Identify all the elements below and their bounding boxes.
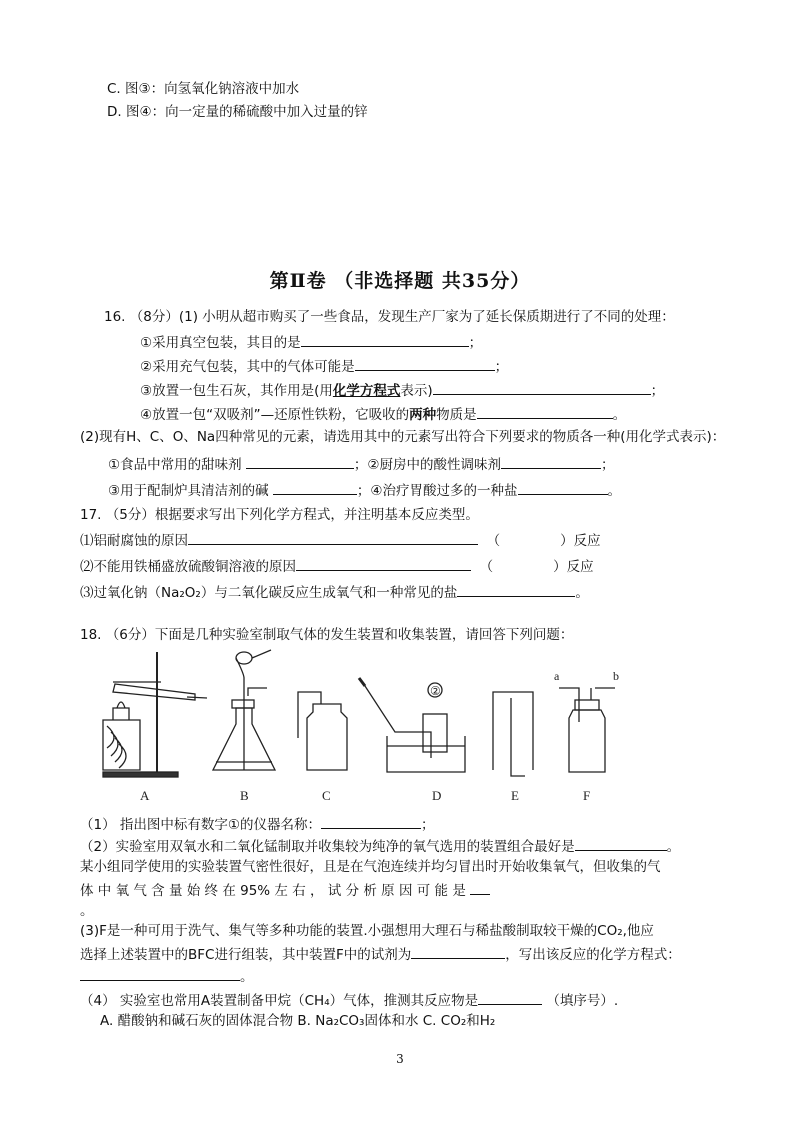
q16-line3: ③放置一包生石灰，其作用是(用化学方程式表示) ； (140, 380, 664, 400)
q17-item3: ⑶过氧化钠（Na₂O₂）与二氧化碳反应生成氧气和一种常见的盐 。 (80, 582, 589, 602)
q18-part3a: (3)F是一种可用于洗气、集气等多种功能的装置.小强想用大理石与稀盐酸制取较干燥的CO₂,他应 (80, 923, 654, 939)
port-a: a (554, 669, 560, 683)
apparatus-a (103, 652, 207, 777)
q18-part2: （2）实验室用双氧水和二氧化锰制取并收集较为纯净的氧气选用的装置组合最好是 。 (80, 836, 680, 856)
apparatus-figure (95, 648, 625, 808)
answer-blank[interactable] (80, 966, 240, 981)
q18-head: 18. （6分）下面是几种实验室制取气体的发生装置和收集装置，请回答下列问题： (80, 627, 574, 643)
answer-blank[interactable] (321, 814, 421, 829)
answer-blank[interactable] (518, 480, 608, 495)
answer-blank[interactable] (575, 836, 667, 851)
answer-blank[interactable] (273, 480, 357, 495)
label-a: A (140, 788, 150, 803)
q16-line2: ②采用充气包装，其中的气体可能是 ； (140, 356, 508, 376)
option-c: C. 图③：向氢氧化钠溶液中加水 (107, 81, 300, 97)
apparatus-f (559, 688, 615, 772)
answer-blank[interactable] (470, 880, 490, 895)
q16-row2: ③用于配制炉具清洁剂的碱 ；④治疗胃酸过多的一种盐 。 (108, 480, 621, 500)
answer-blank[interactable] (411, 944, 505, 959)
option-d: D. 图④：向一定量的稀硫酸中加入过量的锌 (107, 104, 368, 120)
answer-blank[interactable] (296, 556, 471, 571)
apparatus-d (359, 678, 465, 772)
answer-blank[interactable] (501, 454, 601, 469)
q18-part3c: 。 (80, 966, 254, 986)
apparatus-e (493, 692, 533, 776)
q18-part2d: 。 (80, 903, 94, 919)
label-e: E (511, 788, 519, 803)
label-f: F (583, 788, 591, 803)
q16-head: 16. （8分）(1) 小明从超市购买了一些食品，发现生产厂家为了延长保质期进行了不同的处理： (104, 309, 675, 325)
marker-2: ② (430, 684, 441, 698)
port-b: b (613, 669, 619, 683)
q18-part3b: 选择上述装置中的BFC进行组装，其中装置F中的试剂为 ，写出该反应的化学方程式： (80, 944, 681, 964)
page-number: 3 (396, 1052, 404, 1066)
q18-part2b: 某小组同学使用的实验装置气密性很好，且是在气泡连续并均匀冒出时开始收集氧气，但收集的气 (80, 859, 661, 875)
label-c: C (322, 788, 331, 803)
apparatus-b (213, 650, 275, 770)
q17-head: 17. （5分）根据要求写出下列化学方程式，并注明基本反应类型。 (80, 507, 479, 523)
q16-line4: ④放置一包“双吸剂”—还原性铁粉，它吸收的两种物质是 。 (140, 404, 626, 424)
apparatus-c (298, 692, 347, 770)
q18-part2c: 体 中 氧 气 含 量 始 终 在 95% 左 右 ， 试 分 析 原 因 可 能 是 (80, 880, 490, 900)
answer-blank[interactable] (457, 582, 575, 597)
q18-part1: （1） 指出图中标有数字①的仪器名称： ； (80, 814, 434, 834)
answer-blank[interactable] (355, 356, 495, 371)
q17-item2: ⑵不能用铁桶盛放硫酸铜溶液的原因 （ ）反应 (80, 556, 594, 576)
q16-part2: (2)现有H、C、O、Na四种常见的元素，请选用其中的元素写出符合下列要求的物质各一种(用化学式表示)： (80, 429, 726, 445)
answer-blank[interactable] (246, 454, 354, 469)
q16-line1: ①采用真空包装，其目的是 ； (140, 332, 482, 352)
q18-options: A. 醋酸钠和碱石灰的固体混合物 B. Na₂CO₃固体和水 C. CO₂和H₂ (100, 1013, 496, 1029)
answer-blank[interactable] (301, 332, 469, 347)
label-b: B (240, 788, 249, 803)
section-title: 第Ⅱ卷 （非选择题 共35分） (269, 270, 531, 292)
q17-item1: ⑴铝耐腐蚀的原因 （ ）反应 (80, 530, 601, 550)
q16-row1: ①食品中常用的甜味剂 ；②厨房中的酸性调味剂 ； (108, 454, 615, 474)
label-d: D (432, 788, 442, 803)
answer-blank[interactable] (188, 530, 478, 545)
answer-blank[interactable] (478, 990, 542, 1005)
answer-blank[interactable] (477, 404, 613, 419)
q18-part4: （4） 实验室也常用A装置制备甲烷（CH₄）气体，推测其反应物是 （填序号）. (80, 990, 618, 1010)
answer-blank[interactable] (433, 380, 651, 395)
